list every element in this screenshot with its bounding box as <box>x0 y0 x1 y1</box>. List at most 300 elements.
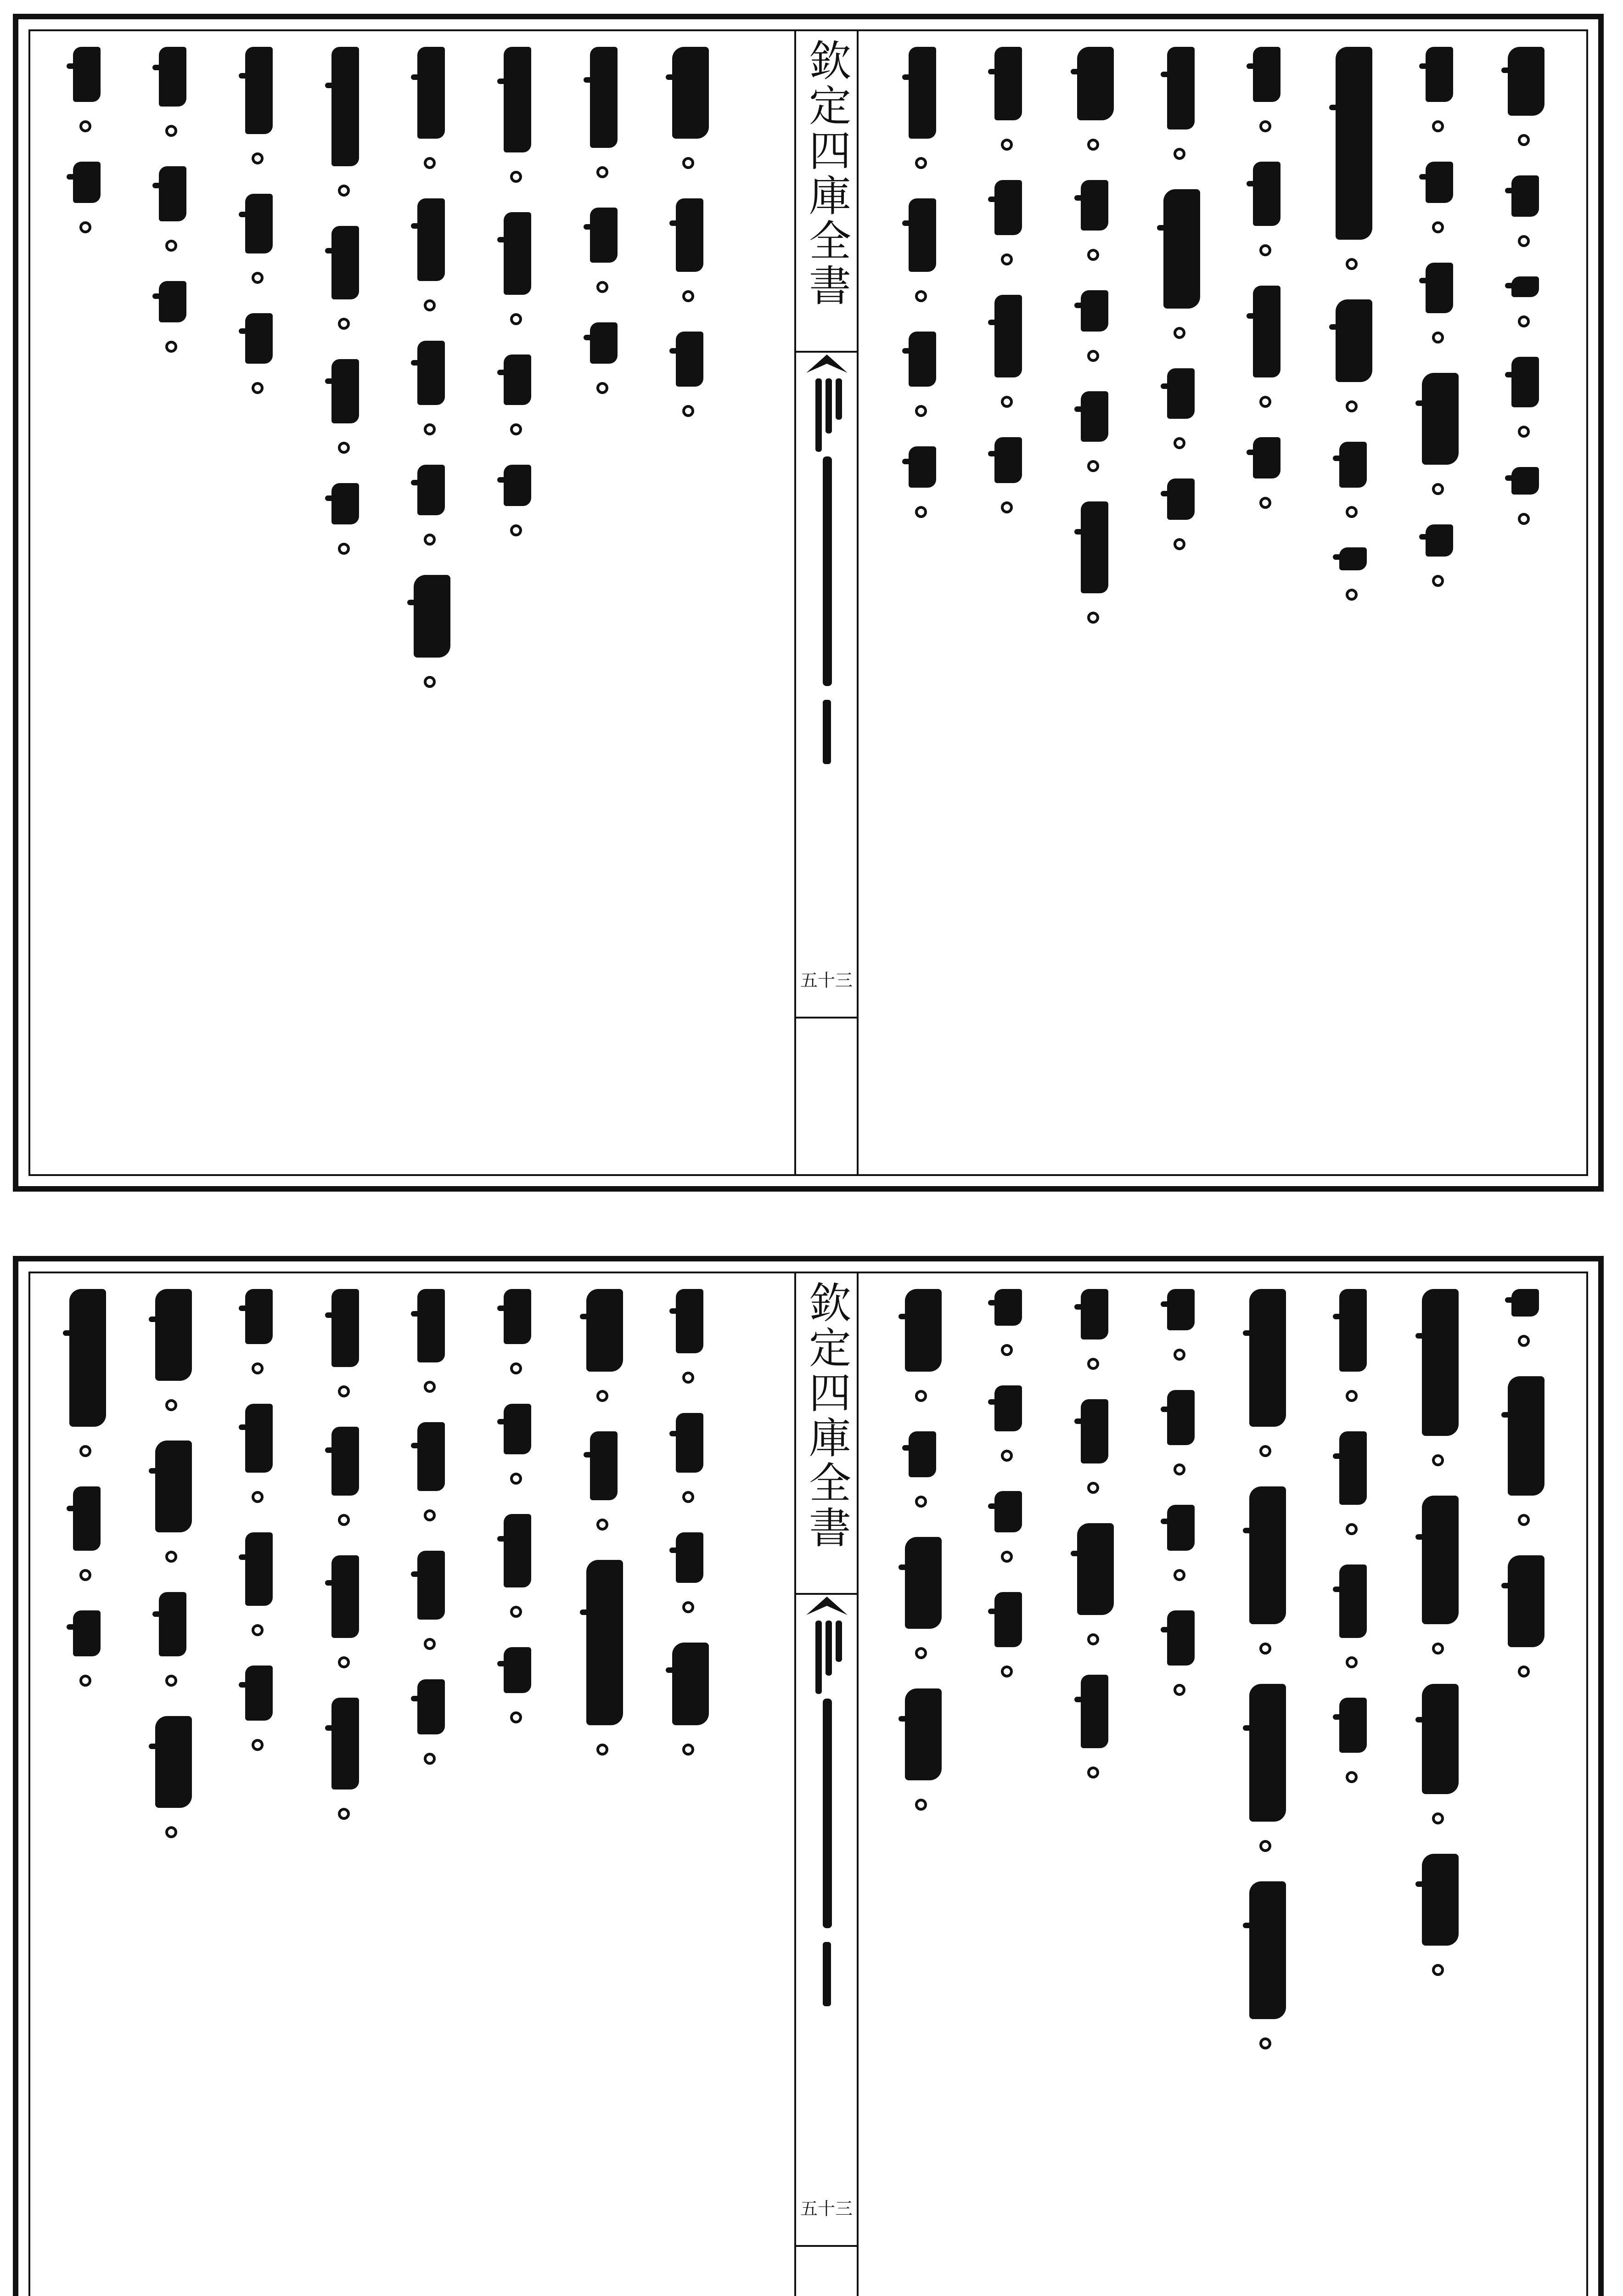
fold-manchu-band <box>810 378 843 792</box>
manchu-word <box>417 198 445 281</box>
punctuation-mark <box>165 1399 177 1411</box>
punctuation-mark <box>1087 460 1099 472</box>
manchu-word <box>590 1431 618 1500</box>
manchu-word <box>245 194 273 253</box>
punctuation-mark <box>1432 483 1444 495</box>
punctuation-mark <box>1174 1463 1185 1475</box>
manchu-word <box>1163 189 1200 309</box>
manchu-word <box>1508 47 1544 116</box>
punctuation-mark <box>1174 1569 1185 1581</box>
manchu-word <box>245 1532 273 1606</box>
punctuation-mark <box>1087 1358 1099 1370</box>
manchu-word <box>1249 1881 1286 2019</box>
manchu-word <box>586 1289 623 1372</box>
punctuation-mark <box>424 157 436 169</box>
punctuation-mark <box>1174 148 1185 160</box>
manchu-word <box>1339 1698 1367 1753</box>
manchu-word <box>909 198 936 272</box>
manchu-word <box>159 281 186 322</box>
punctuation-mark <box>1174 327 1185 339</box>
punctuation-mark <box>915 157 927 169</box>
manchu-word <box>1077 1523 1114 1615</box>
manchu-word <box>1167 1390 1195 1445</box>
punctuation-mark <box>1087 249 1099 261</box>
punctuation-mark <box>1001 396 1013 408</box>
punctuation-mark <box>915 405 927 417</box>
manchu-word <box>1336 299 1372 382</box>
text-column <box>1426 1280 1458 2296</box>
punctuation-mark <box>338 318 350 330</box>
text-column <box>504 38 536 1159</box>
punctuation-mark <box>682 1744 694 1756</box>
manchu-word <box>676 332 703 387</box>
manchu-word <box>1081 391 1108 442</box>
manchu-word <box>994 180 1022 235</box>
fold-rule <box>796 1017 857 1019</box>
punctuation-mark <box>1518 134 1530 146</box>
manchu-word <box>504 1647 531 1693</box>
manchu-word <box>1253 162 1280 226</box>
manchu-word <box>1339 1289 1367 1372</box>
manchu-word <box>245 1666 273 1721</box>
punctuation-mark <box>682 1372 694 1384</box>
text-column <box>994 38 1027 1159</box>
punctuation-mark <box>1259 1643 1271 1654</box>
punctuation-mark <box>1518 1335 1530 1347</box>
text-column <box>676 1280 708 2296</box>
manchu-word <box>331 359 359 423</box>
fold-manchu-script <box>810 1621 843 2034</box>
punctuation-mark <box>252 382 264 394</box>
manchu-word <box>69 1289 106 1427</box>
punctuation-mark <box>252 1362 264 1374</box>
manchu-word <box>1167 1610 1195 1666</box>
text-column <box>1167 1280 1199 2296</box>
fold-manchu-band <box>810 1621 843 2034</box>
punctuation-mark <box>915 506 927 518</box>
folio-number: 五十三 <box>800 2199 853 2219</box>
punctuation-mark <box>1001 1551 1013 1563</box>
manchu-word <box>245 47 273 134</box>
manchu-word <box>994 1592 1022 1647</box>
punctuation-mark <box>252 1739 264 1751</box>
manchu-word <box>1426 524 1453 557</box>
manchu-word <box>331 1555 359 1638</box>
manchu-word <box>909 332 936 387</box>
punctuation-mark <box>915 290 927 302</box>
manchu-word <box>676 1289 703 1353</box>
punctuation-mark <box>682 1491 694 1503</box>
manchu-word <box>1253 437 1280 478</box>
fold-rule <box>796 351 857 353</box>
punctuation-mark <box>1432 575 1444 587</box>
punctuation-mark <box>424 534 436 546</box>
punctuation-mark <box>165 240 177 252</box>
text-column <box>417 1280 449 2296</box>
punctuation-mark <box>165 341 177 353</box>
punctuation-mark <box>1087 1482 1099 1494</box>
manchu-word <box>994 1289 1022 1326</box>
punctuation-mark <box>424 1509 436 1521</box>
text-column <box>245 1280 277 2296</box>
manchu-word <box>1253 286 1280 377</box>
manchu-word <box>245 1289 273 1344</box>
manchu-word <box>994 1491 1022 1532</box>
punctuation-mark <box>1001 1666 1013 1677</box>
manchu-word <box>1508 1555 1544 1647</box>
punctuation-mark <box>252 1624 264 1636</box>
text-column <box>590 1280 622 2296</box>
manchu-word <box>155 1441 192 1532</box>
manchu-word <box>417 1551 445 1620</box>
punctuation-mark <box>510 171 522 183</box>
manchu-word <box>1077 47 1114 120</box>
bottom-book-page <box>13 1256 1604 2296</box>
manchu-word <box>331 226 359 299</box>
punctuation-mark <box>596 281 608 293</box>
punctuation-mark <box>424 1638 436 1650</box>
punctuation-mark <box>1346 258 1358 270</box>
punctuation-mark <box>1259 497 1271 509</box>
manchu-word <box>417 1289 445 1362</box>
manchu-word <box>676 198 703 272</box>
punctuation-mark <box>1001 253 1013 265</box>
manchu-word <box>1081 1289 1108 1339</box>
punctuation-mark <box>79 1569 91 1581</box>
top-center-fold <box>794 29 859 1176</box>
punctuation-mark <box>1518 1666 1530 1677</box>
punctuation-mark <box>510 423 522 435</box>
punctuation-mark <box>252 152 264 164</box>
text-column <box>1253 38 1285 1159</box>
punctuation-mark <box>596 166 608 178</box>
punctuation-mark <box>915 1496 927 1508</box>
text-column <box>504 1280 536 2296</box>
manchu-word <box>1167 368 1195 419</box>
punctuation-mark <box>1259 120 1271 132</box>
manchu-word <box>417 47 445 139</box>
punctuation-mark <box>165 125 177 137</box>
manchu-word <box>590 208 618 263</box>
punctuation-mark <box>1087 139 1099 151</box>
manchu-word <box>331 1427 359 1496</box>
manchu-word <box>159 47 186 107</box>
manchu-word <box>159 1592 186 1656</box>
manchu-word <box>586 1560 623 1725</box>
punctuation-mark <box>510 1606 522 1618</box>
punctuation-mark <box>424 1381 436 1393</box>
manchu-word <box>1253 47 1280 102</box>
manchu-word <box>909 47 936 139</box>
book-title-text: 欽定四庫全書 <box>802 39 851 309</box>
punctuation-mark <box>79 221 91 233</box>
manchu-word <box>1422 1289 1459 1436</box>
punctuation-mark <box>915 1647 927 1659</box>
punctuation-mark <box>1432 1454 1444 1466</box>
manchu-word <box>1422 1684 1459 1794</box>
book-title-text: 欽定四庫全書 <box>802 1281 851 1551</box>
manchu-word <box>1426 263 1453 313</box>
punctuation-mark <box>338 442 350 454</box>
manchu-word <box>417 465 445 515</box>
punctuation-mark <box>1518 426 1530 438</box>
punctuation-mark <box>1259 396 1271 408</box>
bottom-right-text-block <box>882 1280 1571 2296</box>
manchu-word <box>73 1610 101 1656</box>
punctuation-mark <box>1518 315 1530 327</box>
text-column <box>909 38 941 1159</box>
manchu-word <box>1422 1496 1459 1624</box>
manchu-word <box>504 1514 531 1587</box>
manchu-word <box>1422 373 1459 465</box>
punctuation-mark <box>1087 350 1099 362</box>
punctuation-mark <box>165 1826 177 1838</box>
text-column <box>73 38 105 1159</box>
manchu-word <box>1511 276 1539 297</box>
text-column <box>1511 1280 1544 2296</box>
punctuation-mark <box>1001 501 1013 513</box>
text-column <box>73 1280 105 2296</box>
manchu-word <box>1167 478 1195 520</box>
manchu-word <box>590 47 618 148</box>
top-book-page <box>13 14 1604 1192</box>
book-title-vertical <box>796 1281 857 1551</box>
punctuation-mark <box>338 1656 350 1668</box>
manchu-word <box>1511 467 1539 495</box>
manchu-word <box>155 1716 192 1808</box>
punctuation-mark <box>1518 1514 1530 1526</box>
manchu-word <box>159 166 186 221</box>
punctuation-mark <box>1174 1349 1185 1361</box>
punctuation-mark <box>1346 1656 1358 1668</box>
punctuation-mark <box>915 1799 927 1811</box>
punctuation-mark <box>79 1675 91 1687</box>
punctuation-mark <box>165 1675 177 1687</box>
manchu-word <box>1511 357 1539 407</box>
manchu-word <box>1081 180 1108 231</box>
punctuation-mark <box>596 1390 608 1402</box>
manchu-word <box>331 483 359 524</box>
punctuation-mark <box>682 290 694 302</box>
punctuation-mark <box>1259 1840 1271 1852</box>
punctuation-mark <box>1432 1812 1444 1824</box>
punctuation-mark <box>338 1808 350 1820</box>
punctuation-mark <box>338 185 350 197</box>
manchu-word <box>672 47 709 139</box>
text-column <box>590 38 622 1159</box>
manchu-word <box>1339 547 1367 570</box>
punctuation-mark <box>1346 1771 1358 1783</box>
manchu-word <box>1081 1675 1108 1748</box>
fold-rule <box>796 1593 857 1595</box>
punctuation-mark <box>165 1551 177 1563</box>
punctuation-mark <box>1346 1523 1358 1535</box>
folio-number: 五十三 <box>800 970 853 990</box>
manchu-word <box>1339 442 1367 488</box>
manchu-word <box>672 1643 709 1725</box>
bottom-center-fold <box>794 1272 859 2296</box>
manchu-word <box>1339 1564 1367 1638</box>
manchu-word <box>1511 1289 1539 1317</box>
text-column <box>159 38 191 1159</box>
text-column <box>1167 38 1199 1159</box>
manchu-word <box>994 295 1022 377</box>
manchu-word <box>155 1289 192 1381</box>
text-column <box>331 38 364 1159</box>
text-column <box>1339 1280 1371 2296</box>
manchu-word <box>504 465 531 506</box>
text-column <box>1081 38 1113 1159</box>
manchu-word <box>504 1404 531 1454</box>
punctuation-mark <box>1346 400 1358 412</box>
punctuation-mark <box>510 1362 522 1374</box>
punctuation-mark <box>424 423 436 435</box>
fishtail-mark <box>806 355 848 373</box>
manchu-word <box>994 47 1022 120</box>
manchu-word <box>417 1422 445 1491</box>
manchu-word <box>1167 47 1195 129</box>
manchu-word <box>909 446 936 488</box>
manchu-word <box>504 47 531 152</box>
punctuation-mark <box>338 543 350 555</box>
punctuation-mark <box>1174 437 1185 449</box>
manchu-word <box>1249 1486 1286 1624</box>
manchu-word <box>590 322 618 364</box>
manchu-word <box>331 1289 359 1367</box>
punctuation-mark <box>1087 1633 1099 1645</box>
manchu-word <box>245 1404 273 1473</box>
punctuation-mark <box>338 1514 350 1526</box>
punctuation-mark <box>1259 1445 1271 1457</box>
punctuation-mark <box>1346 1390 1358 1402</box>
punctuation-mark <box>510 1473 522 1485</box>
punctuation-mark <box>1346 589 1358 601</box>
manchu-word <box>504 1289 531 1344</box>
punctuation-mark <box>1432 1643 1444 1654</box>
top-left-text-block <box>46 38 735 1159</box>
punctuation-mark <box>1001 1344 1013 1356</box>
manchu-word <box>417 1679 445 1734</box>
book-title-vertical <box>796 39 857 309</box>
punctuation-mark <box>79 1445 91 1457</box>
manchu-word <box>1508 1376 1544 1496</box>
punctuation-mark <box>1001 139 1013 151</box>
punctuation-mark <box>1346 506 1358 518</box>
manchu-word <box>994 1385 1022 1431</box>
punctuation-mark <box>1432 1964 1444 1976</box>
text-column <box>1081 1280 1113 2296</box>
manchu-word <box>1081 1399 1108 1463</box>
manchu-word <box>905 1537 942 1629</box>
punctuation-mark <box>596 382 608 394</box>
manchu-word <box>1336 47 1372 240</box>
text-column <box>159 1280 191 2296</box>
manchu-word <box>1511 175 1539 217</box>
punctuation-mark <box>1518 513 1530 525</box>
manchu-word <box>417 341 445 405</box>
punctuation-mark <box>338 1385 350 1397</box>
punctuation-mark <box>1259 244 1271 256</box>
manchu-word <box>1426 47 1453 102</box>
punctuation-mark <box>1174 538 1185 550</box>
punctuation-mark <box>1087 612 1099 624</box>
text-column <box>245 38 277 1159</box>
punctuation-mark <box>1432 332 1444 343</box>
manchu-word <box>1339 1431 1367 1505</box>
fishtail-mark <box>806 1597 848 1615</box>
text-column <box>676 38 708 1159</box>
manchu-word <box>905 1688 942 1780</box>
manchu-word <box>331 47 359 166</box>
punctuation-mark <box>1259 2037 1271 2049</box>
manchu-word <box>245 313 273 364</box>
punctuation-mark <box>915 1390 927 1402</box>
punctuation-mark <box>1087 1767 1099 1778</box>
punctuation-mark <box>682 157 694 169</box>
text-column <box>1426 38 1458 1159</box>
manchu-word <box>1167 1505 1195 1551</box>
manchu-word <box>1081 501 1108 593</box>
punctuation-mark <box>252 272 264 284</box>
manchu-word <box>414 575 450 658</box>
manchu-word <box>676 1413 703 1473</box>
text-column <box>909 1280 941 2296</box>
punctuation-mark <box>79 120 91 132</box>
punctuation-mark <box>424 1753 436 1765</box>
punctuation-mark <box>596 1519 608 1531</box>
punctuation-mark <box>1432 221 1444 233</box>
punctuation-mark <box>682 1601 694 1613</box>
bottom-left-text-block <box>46 1280 735 2296</box>
text-column <box>331 1280 364 2296</box>
fold-manchu-script <box>810 378 843 792</box>
manchu-word <box>1249 1684 1286 1822</box>
punctuation-mark <box>596 1744 608 1756</box>
manchu-word <box>909 1431 936 1477</box>
text-column <box>1511 38 1544 1159</box>
punctuation-mark <box>252 1491 264 1503</box>
text-column <box>417 38 449 1159</box>
punctuation-mark <box>510 313 522 325</box>
manchu-word <box>676 1532 703 1583</box>
manchu-word <box>1422 1854 1459 1946</box>
manchu-word <box>905 1289 942 1372</box>
text-column <box>994 1280 1027 2296</box>
manchu-word <box>1081 290 1108 332</box>
text-column <box>1253 1280 1285 2296</box>
punctuation-mark <box>510 1711 522 1723</box>
punctuation-mark <box>682 405 694 417</box>
manchu-word <box>73 47 101 102</box>
text-column <box>1339 38 1371 1159</box>
manchu-word <box>504 212 531 295</box>
manchu-word <box>504 355 531 405</box>
punctuation-mark <box>510 524 522 536</box>
punctuation-mark <box>1001 1450 1013 1462</box>
manchu-word <box>73 1486 101 1551</box>
top-right-text-block <box>882 38 1571 1159</box>
manchu-word <box>73 162 101 203</box>
manchu-word <box>1249 1289 1286 1427</box>
manchu-word <box>1426 162 1453 203</box>
manchu-word <box>331 1698 359 1790</box>
punctuation-mark <box>424 299 436 311</box>
manchu-word <box>1167 1289 1195 1330</box>
manchu-word <box>994 437 1022 483</box>
punctuation-mark <box>424 676 436 688</box>
punctuation-mark <box>1174 1684 1185 1696</box>
punctuation-mark <box>1432 120 1444 132</box>
